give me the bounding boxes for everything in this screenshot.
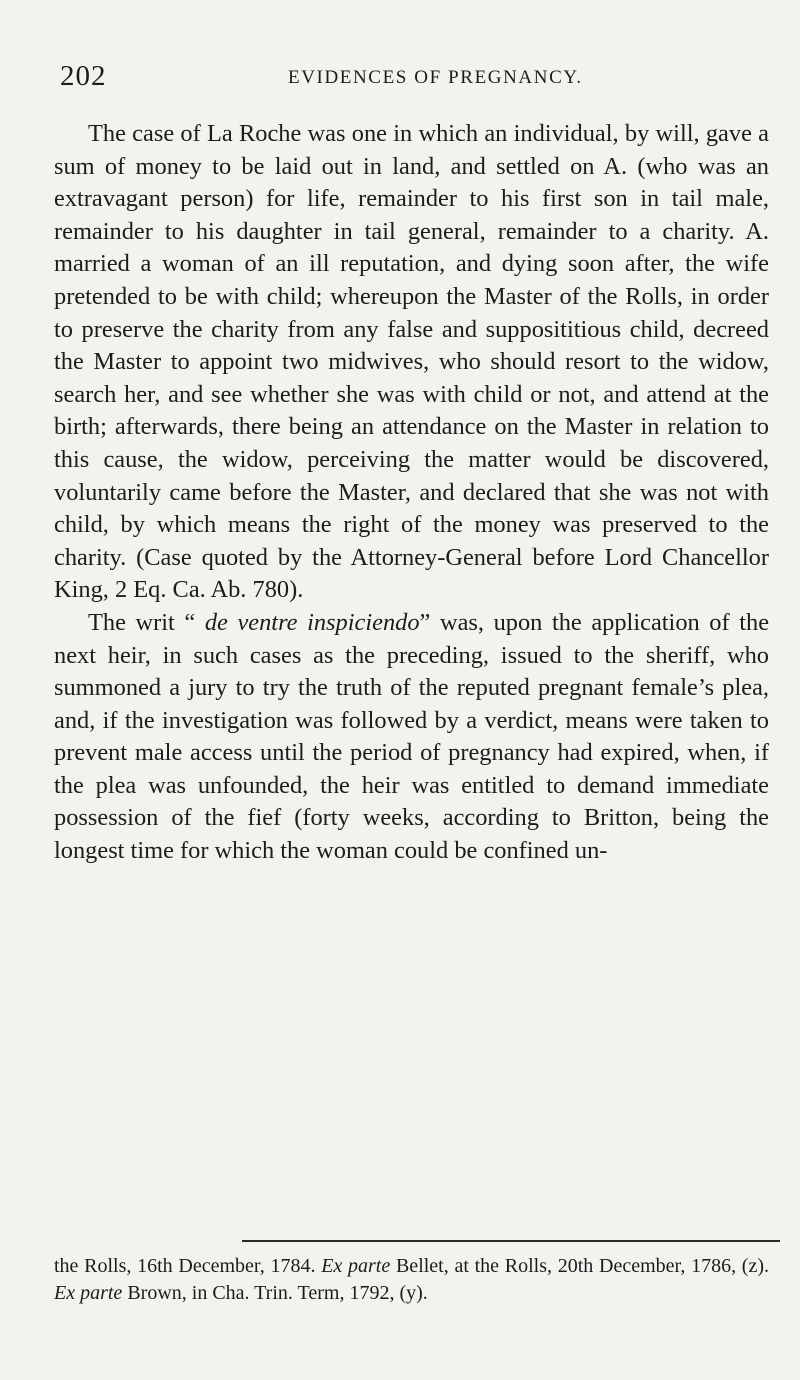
paragraph-2-rest: ” was, upon the application of the next heir, in such cases as the preceding, issued to the sheriff, who summoned a jury to try the truth of the reputed pregnant female’s plea, and, if the investigation was followed by a verdict, means were taken to prevent male access until the period of pregnancy had expired, when, if the plea was unfounded, the heir was entitled to demand immediate possession of the fief (forty weeks, according to Britton, being the longest time for which the woman could be confined un- [54, 608, 770, 865]
paragraph-2-lead: The writ “ [88, 608, 205, 636]
writ-name-italic: de ventre inspiciendo [204, 608, 420, 636]
page-number: 202 [60, 60, 107, 92]
footnote-part-3: Brown, in Cha. Trin. Term, 1792, (y). [122, 1281, 428, 1304]
footnote-italic-1: Ex parte [321, 1255, 391, 1277]
body-text [54, 118, 769, 868]
footnote-part-2: Bellet, at the Rolls, 20th December, 1786, (z). [390, 1255, 770, 1277]
paragraph-la-roche-case: The case of La Roche was one in which an individual, by will, gave a sum of money to be laid out in land, and settled on A. (who was an extravagant person) for life, remainder to his first son in tail male, remainder to his daughter in tail general, remainder to a charity. A. married a woman of an ill reputation, and dying soon after, the wife pretended to be with child; whereupon the Master of the Rolls, in order to preserve the charity from any false and supposititious child, decreed the Master to appoint two midwives, who should resort to the widow, search her, and see whether she was with child or not, and attend at the birth; afterwards, there being an attendance on the Master in relation to this cause, the widow, perceiving the matter would be discovered, voluntarily came before the Master, and declared that she was not with child, by which means the right of the money was preserved to the charity. (Case quoted by the Attorney-General before Lord Chancellor King, 2 Eq. Ca. Ab. 780). [54, 120, 769, 604]
paragraph-writ-de-ventre [54, 607, 769, 868]
footnote-italic-2: Ex parte [54, 1281, 123, 1304]
footnote [54, 1253, 769, 1307]
running-title: EVIDENCES OF PREGNANCY. [288, 67, 583, 88]
footnote-part-1: the Rolls, 16th December, 1784. [54, 1255, 322, 1277]
running-head [60, 56, 760, 96]
footnote-divider [242, 1240, 780, 1242]
